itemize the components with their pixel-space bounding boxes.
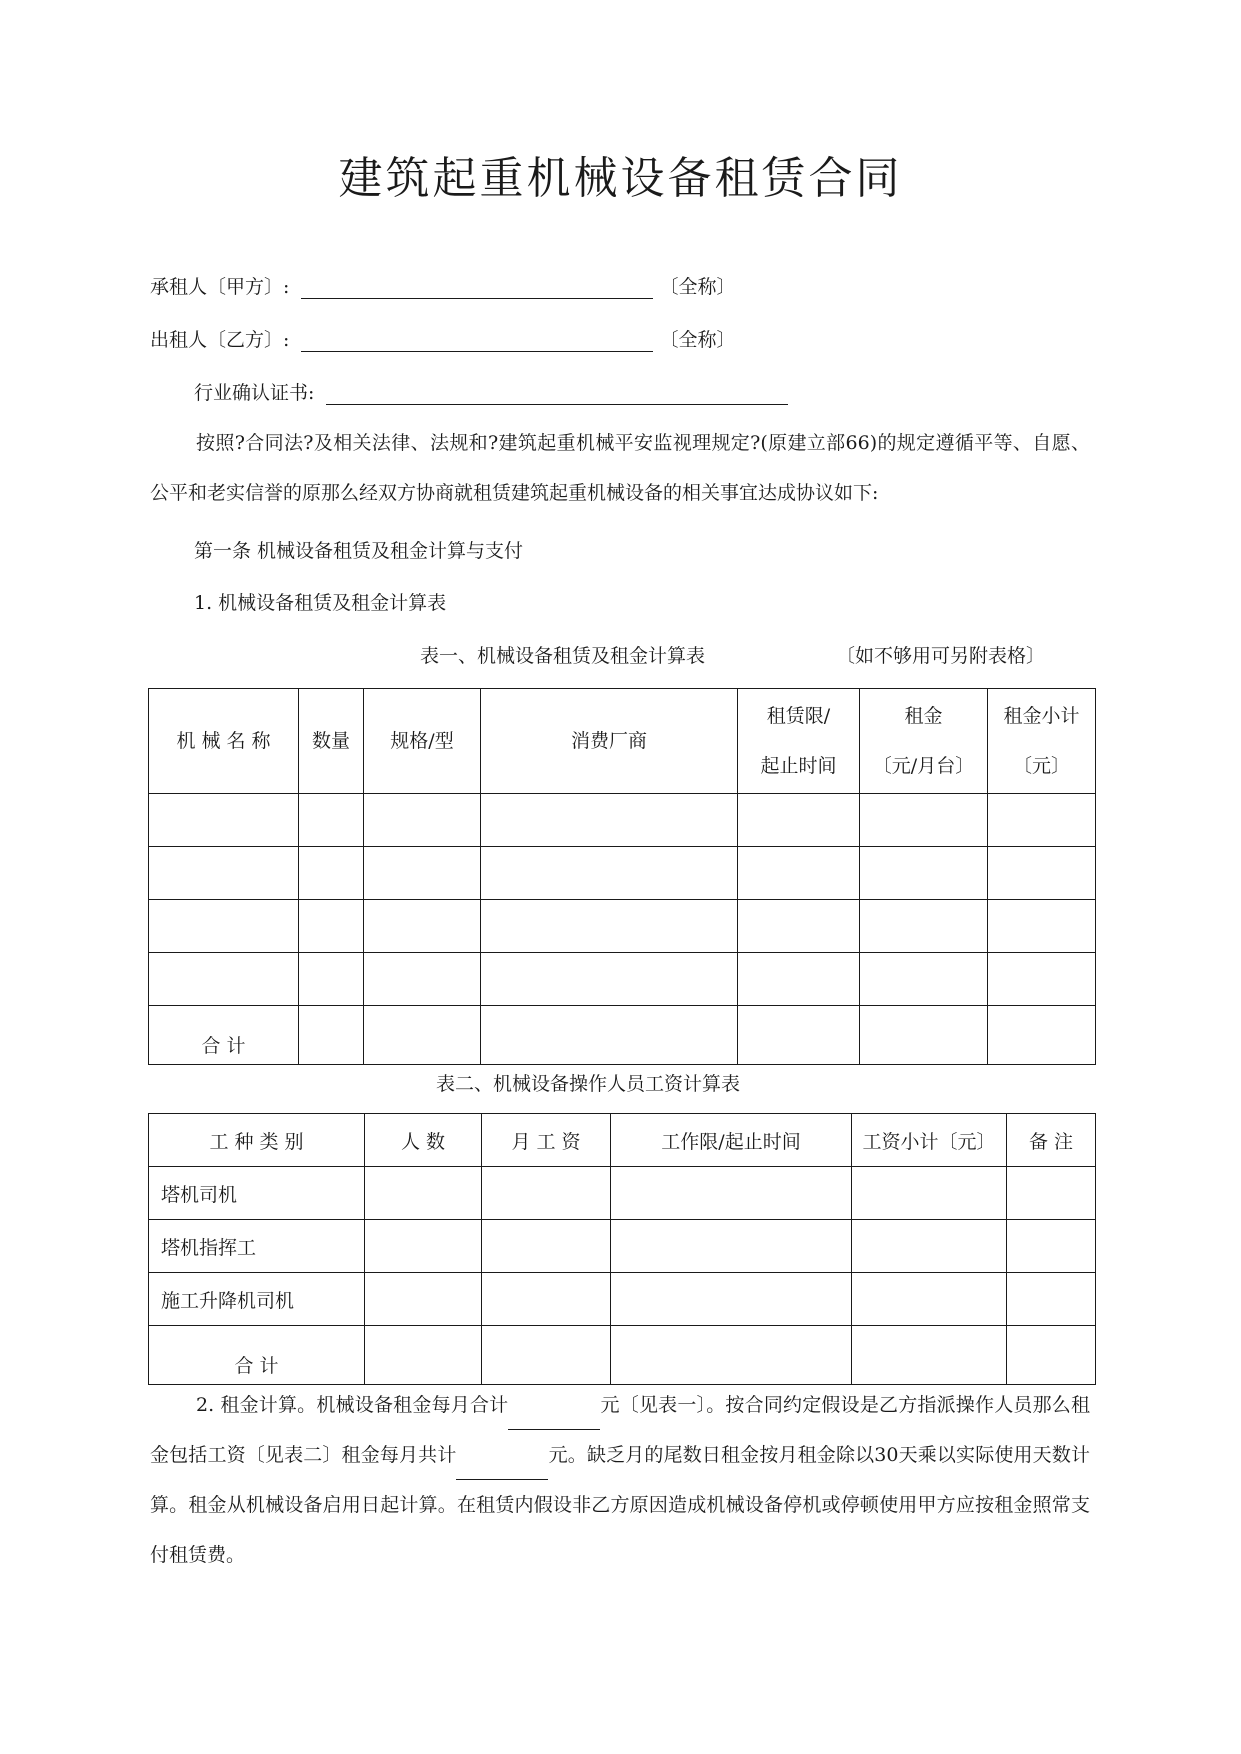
table-cell[interactable] [860, 794, 988, 847]
table-cell[interactable] [988, 953, 1096, 1006]
table-cell[interactable] [852, 1326, 1007, 1385]
table-row [149, 1273, 1096, 1326]
table-cell[interactable] [988, 847, 1096, 900]
header-rent-line2: 〔元/月台〕 [872, 755, 975, 777]
header-subtotal-line1: 租金小计 [1003, 705, 1080, 727]
header-rent-line1: 租金 [904, 705, 943, 727]
table-cell[interactable] [149, 794, 299, 847]
lessee-name-field[interactable] [301, 278, 653, 299]
header-job-type: 工 种 类 别 [149, 1114, 365, 1167]
header-work-period: 工作限/起止时间 [611, 1114, 852, 1167]
wage-table [148, 1113, 1096, 1385]
table-cell[interactable] [364, 1006, 481, 1065]
header-manufacturer: 消费厂商 [481, 689, 738, 794]
table-cell[interactable] [481, 953, 738, 1006]
table-cell[interactable] [738, 794, 860, 847]
table1-note: 〔如不够用可另附表格〕 [836, 645, 1046, 667]
table-cell[interactable] [738, 900, 860, 953]
header-period-line2: 起止时间 [760, 755, 837, 777]
table-cell[interactable] [611, 1326, 852, 1385]
table-total-row [149, 1006, 1096, 1065]
header-machine-name: 机 械 名 称 [149, 689, 299, 794]
job-type-cell: 塔机司机 [149, 1167, 365, 1220]
header-spec: 规格/型 [364, 689, 481, 794]
table-cell[interactable] [852, 1273, 1007, 1326]
full-name-note: 〔全称〕 [659, 276, 736, 298]
job-type-cell: 施工升降机司机 [149, 1273, 365, 1326]
monthly-rent-total-field[interactable] [508, 1411, 600, 1430]
table-cell[interactable] [482, 1273, 611, 1326]
table-cell[interactable] [860, 1006, 988, 1065]
table-cell[interactable] [738, 847, 860, 900]
lessor-label: 出租人〔乙方〕: [150, 329, 290, 351]
table-cell[interactable] [299, 900, 364, 953]
table-row [149, 794, 1096, 847]
table-cell[interactable] [481, 847, 738, 900]
table-cell[interactable] [860, 900, 988, 953]
job-type-cell: 塔机指挥工 [149, 1220, 365, 1273]
document-title: 建筑起重机械设备租赁合同 [338, 153, 903, 204]
table-cell[interactable] [149, 953, 299, 1006]
table-cell[interactable] [1007, 1167, 1096, 1220]
table-cell[interactable] [364, 900, 481, 953]
header-quantity: 数量 [299, 689, 364, 794]
full-name-note: 〔全称〕 [659, 329, 736, 351]
certificate-line [194, 378, 788, 405]
lessee-label: 承租人〔甲方〕: [150, 276, 290, 298]
table-cell[interactable] [611, 1167, 852, 1220]
header-subtotal-line2: 〔元〕 [1012, 755, 1070, 777]
table-header-row [149, 1114, 1096, 1167]
table-cell[interactable] [299, 953, 364, 1006]
table-cell[interactable] [988, 1006, 1096, 1065]
certificate-field[interactable] [326, 384, 788, 405]
table2-caption: 表二、机械设备操作人员工资计算表 [436, 1073, 741, 1095]
item2-text-1: 2. 租金计算。机械设备租金每月合计 [196, 1394, 509, 1416]
table-cell[interactable] [365, 1220, 482, 1273]
total-label: 合 计 [149, 1006, 299, 1065]
table-cell[interactable] [852, 1220, 1007, 1273]
table-cell[interactable] [860, 953, 988, 1006]
header-remark: 备 注 [1007, 1114, 1096, 1167]
table-cell[interactable] [738, 1006, 860, 1065]
table-cell[interactable] [364, 847, 481, 900]
certificate-label: 行业确认证书: [194, 382, 315, 404]
table-cell[interactable] [482, 1220, 611, 1273]
table-cell[interactable] [365, 1326, 482, 1385]
table-cell[interactable] [299, 794, 364, 847]
table-row [149, 900, 1096, 953]
monthly-total-with-wage-field[interactable] [456, 1461, 548, 1480]
table-cell[interactable] [481, 794, 738, 847]
intro-paragraph: 按照?合同法?及相关法律、法规和?建筑起重机械平安监视理规定?(原建立部66)的规定遵循平等、自愿、公平和老实信誉的原那么经双方协商就租赁建筑起重机械设备的相关事宜达成协议如下: [150, 432, 1090, 504]
table-cell[interactable] [852, 1167, 1007, 1220]
header-period [738, 689, 860, 794]
table-cell[interactable] [482, 1167, 611, 1220]
header-wage-subtotal: 工资小计〔元〕 [852, 1114, 1007, 1167]
table-cell[interactable] [738, 953, 860, 1006]
table-cell[interactable] [988, 900, 1096, 953]
table-cell[interactable] [860, 847, 988, 900]
table-cell[interactable] [149, 847, 299, 900]
table-cell[interactable] [481, 900, 738, 953]
table-cell[interactable] [611, 1220, 852, 1273]
table-cell[interactable] [1007, 1273, 1096, 1326]
table-row [149, 847, 1096, 900]
table-cell[interactable] [611, 1273, 852, 1326]
header-period-line1: 租赁限/ [766, 705, 831, 727]
table-cell[interactable] [988, 794, 1096, 847]
header-monthly-wage: 月 工 资 [482, 1114, 611, 1167]
table-cell[interactable] [299, 847, 364, 900]
header-rent [860, 689, 988, 794]
item2-text-3: 元。缺乏月的尾数日租金按月租金除以30天乘以实际使用天数计算。租金从机械设备启用日起计算。在租赁内假设非乙方原因造成机械设备停机或停顿使用甲方应按租金照常支付租赁费。 [150, 1444, 1090, 1566]
table-cell[interactable] [364, 953, 481, 1006]
table-row [149, 1167, 1096, 1220]
table-cell[interactable] [1007, 1326, 1096, 1385]
table-cell[interactable] [365, 1273, 482, 1326]
table-row [149, 953, 1096, 1006]
article1-item1: 1. 机械设备租赁及租金计算表 [194, 592, 447, 614]
table-total-row [149, 1326, 1096, 1385]
table-cell[interactable] [364, 794, 481, 847]
table-row [149, 1220, 1096, 1273]
table-cell[interactable] [482, 1326, 611, 1385]
lessor-line [150, 325, 736, 352]
article1-heading: 第一条 机械设备租赁及租金计算与支付 [194, 540, 524, 562]
lessor-name-field[interactable] [301, 331, 653, 352]
item2-paragraph [150, 1380, 1090, 1580]
table-cell[interactable] [1007, 1220, 1096, 1273]
table1-caption: 表一、机械设备租赁及租金计算表 [420, 645, 706, 667]
table-header-row [149, 689, 1096, 794]
lessee-line [150, 272, 736, 299]
item2-text-2: 元〔见表一〕。按合同约定假设是乙方指派操作人员那么租金包括工资〔见表二〕租金每月共计 [150, 1394, 1090, 1466]
header-rent-subtotal [988, 689, 1096, 794]
table-cell[interactable] [149, 900, 299, 953]
total-label: 合 计 [149, 1326, 365, 1385]
table-cell[interactable] [481, 1006, 738, 1065]
rental-table [148, 688, 1096, 1065]
header-headcount: 人 数 [365, 1114, 482, 1167]
table-cell[interactable] [299, 1006, 364, 1065]
table-cell[interactable] [365, 1167, 482, 1220]
